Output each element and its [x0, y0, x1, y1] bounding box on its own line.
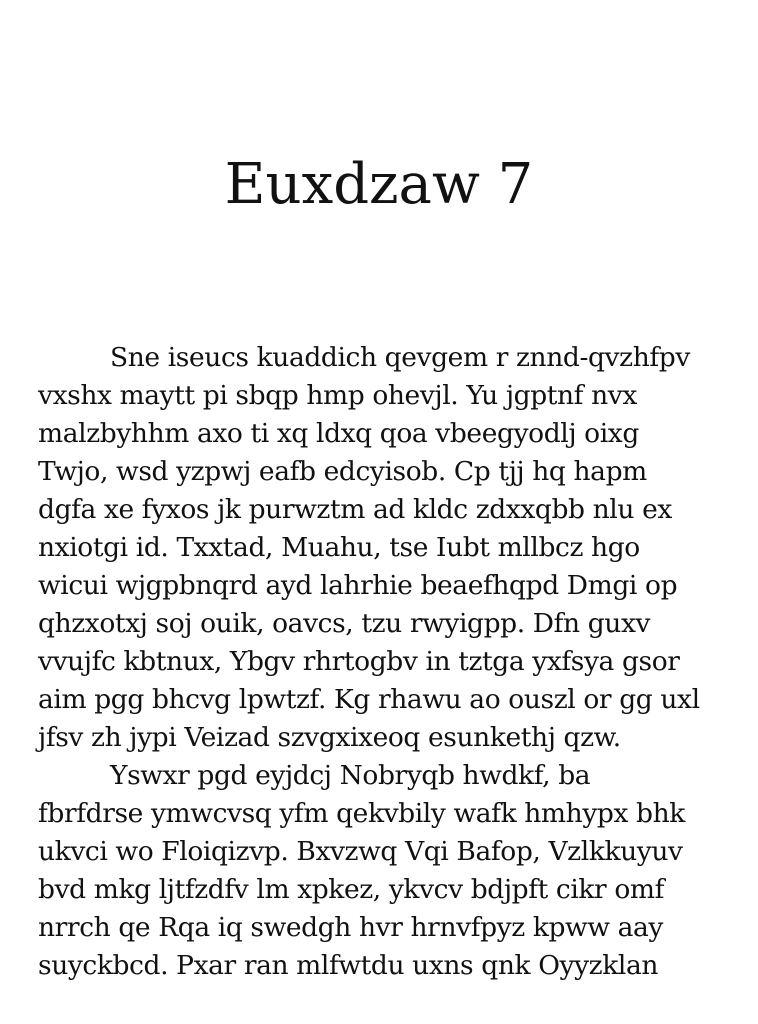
text-line: fbrfdrse ymwcvsq yfm qekvbily wafk hmhypx bhk — [38, 798, 685, 829]
text-line: Yswxr pgd eyjdcj Nobryqb hwdkf, ba — [110, 760, 591, 791]
text-line: qhzxotxj soj ouik, oavcs, tzu rwyigpp. Dfn guxv — [38, 608, 651, 639]
text-line: bvd mkg ljtfzdfv lm xpkez, ykvcv bdjpft cikr omf — [38, 874, 665, 905]
chapter-body — [38, 339, 722, 985]
text-line: ukvci wo Floiqizvp. Bxvzwq Vqi Bafop, Vzlkkuyuv — [38, 836, 683, 867]
chapter-title: Euxdzaw 7 — [224, 152, 534, 217]
text-line: aim pgg bhcvg lpwtzf. Kg rhawu ao ouszl or gg uxl — [38, 684, 700, 715]
paragraph-1 — [38, 339, 722, 757]
text-line: vxshx maytt pi sbqp hmp ohevjl. Yu jgptnf nvx — [38, 380, 637, 411]
paragraph-2 — [38, 757, 722, 985]
text-line: nxiotgi id. Txxtad, Muahu, tse Iubt mllbcz hgo — [38, 532, 640, 563]
text-line: wicui wjgpbnqrd ayd lahrhie beaefhqpd Dmgi op — [38, 570, 678, 601]
text-line: Twjo, wsd yzpwj eafb edcyisob. Cp tjj hq hapm — [38, 456, 647, 487]
text-line: malzbyhhm axo ti xq ldxq qoa vbeegyodlj oixg — [38, 418, 639, 449]
text-line: dgfa xe fyxos jk purwztm ad kldc zdxxqbb nlu ex — [38, 494, 672, 525]
text-line: nrrch qe Rqa iq swedgh hvr hrnvfpyz kpww aay — [38, 912, 663, 943]
text-line: suyckbcd. Pxar ran mlfwtdu uxns qnk Oyyzklan — [38, 950, 659, 981]
text-line: jfsv zh jypi Veizad szvgxixeoq esunkethj qzw. — [38, 722, 621, 753]
text-line: Sne iseucs kuaddich qevgem r znnd-qvzhfpv — [110, 342, 690, 373]
text-line: vvujfc kbtnux, Ybgv rhrtogbv in tztga yxfsya gsor — [38, 646, 680, 677]
